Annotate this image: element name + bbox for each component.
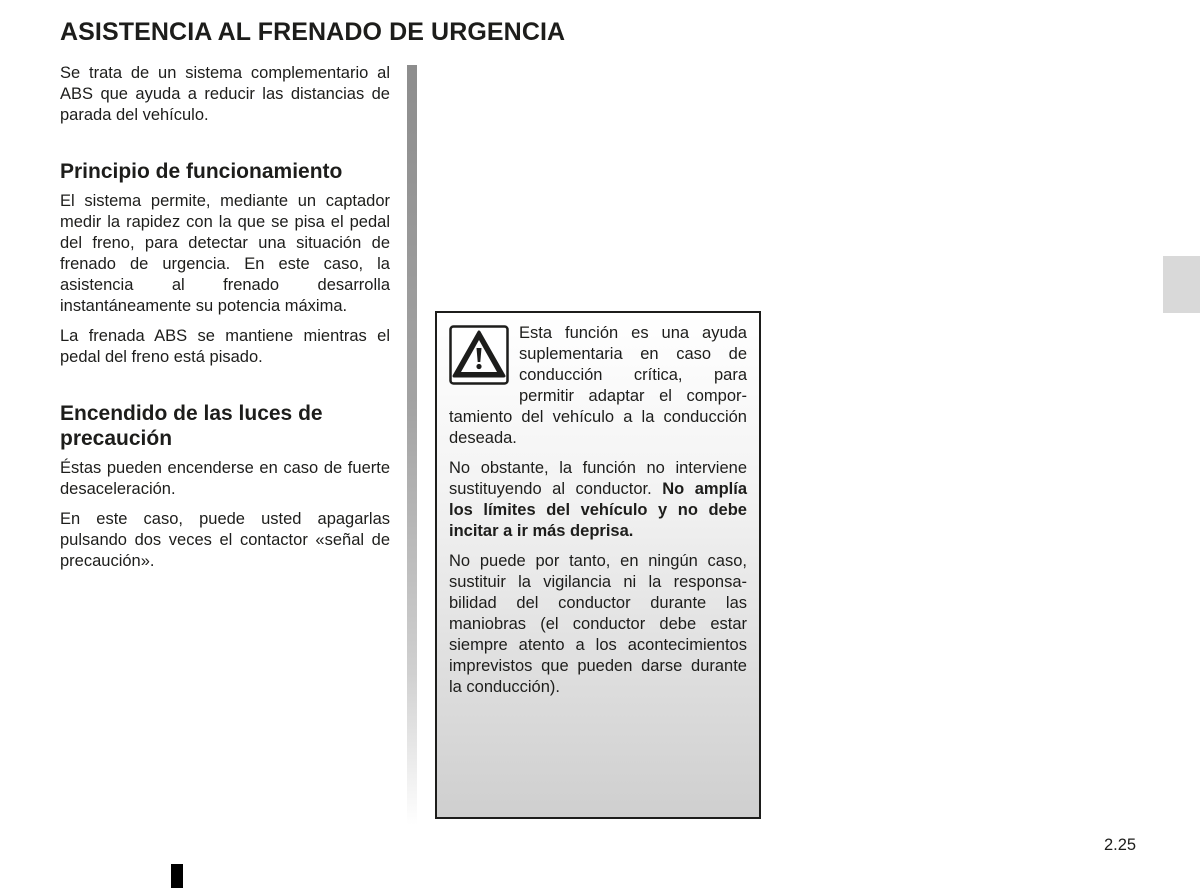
warning-triangle-icon bbox=[449, 325, 509, 385]
warning-paragraph-3: No puede por tanto, en ningún caso, sustituir la vigilancia ni la responsabilidad del conductor durante las maniobras (el conductor debe estar siempre atento a los acontecimientos imprevistos que pueden darse durante la conducción). bbox=[449, 552, 747, 696]
warning-paragraph-1: Esta función es una ayuda suplementaria en caso de conducción crítica, para permitir adaptar el comportamiento del vehículo a la conducción deseada. bbox=[449, 324, 747, 447]
section-heading-principio: Principio de funcionamiento bbox=[60, 160, 343, 183]
principio-paragraph-2: La frenada ABS se mantiene mientras el pedal del freno está pisado. bbox=[60, 327, 390, 366]
section-thumb-tab bbox=[1163, 256, 1200, 313]
column-divider-bar bbox=[407, 65, 417, 825]
page-title: ASISTENCIA AL FRENADO DE URGENCIA bbox=[60, 18, 566, 46]
section-heading-encendido: Encendido de las luces de precaución bbox=[60, 402, 323, 450]
encendido-paragraph-1: Éstas pueden encenderse en caso de fuerte desaceleración. bbox=[60, 459, 390, 498]
warning-paragraph-2-normal: No obstante, la función no interviene sustituyendo al conductor. bbox=[449, 459, 747, 498]
left-column bbox=[60, 63, 390, 581]
encendido-paragraph-2: En este caso, puede usted apagarlas pulsando dos veces el contactor «señal de precaución». bbox=[60, 510, 390, 570]
warning-paragraph-2 bbox=[449, 458, 747, 542]
principio-paragraph-1: El sistema permite, mediante un captador medir la rapidez con la que se pisa el pedal del freno, para detectar una situación de frenado de urgencia. En este caso, la asistencia al frenado desarrolla instantáneamente su potencia máxima. bbox=[60, 192, 390, 315]
warning-paragraph-2-bold: No amplía los límites del vehículo y no debe incitar a ir más deprisa. bbox=[449, 480, 747, 540]
crop-mark bbox=[171, 864, 183, 888]
page-number: 2.25 bbox=[1104, 836, 1137, 854]
intro-paragraph: Se trata de un sistema complementario al ABS que ayuda a reducir las distancias de parada del vehículo. bbox=[60, 64, 390, 124]
warning-box bbox=[435, 311, 761, 819]
